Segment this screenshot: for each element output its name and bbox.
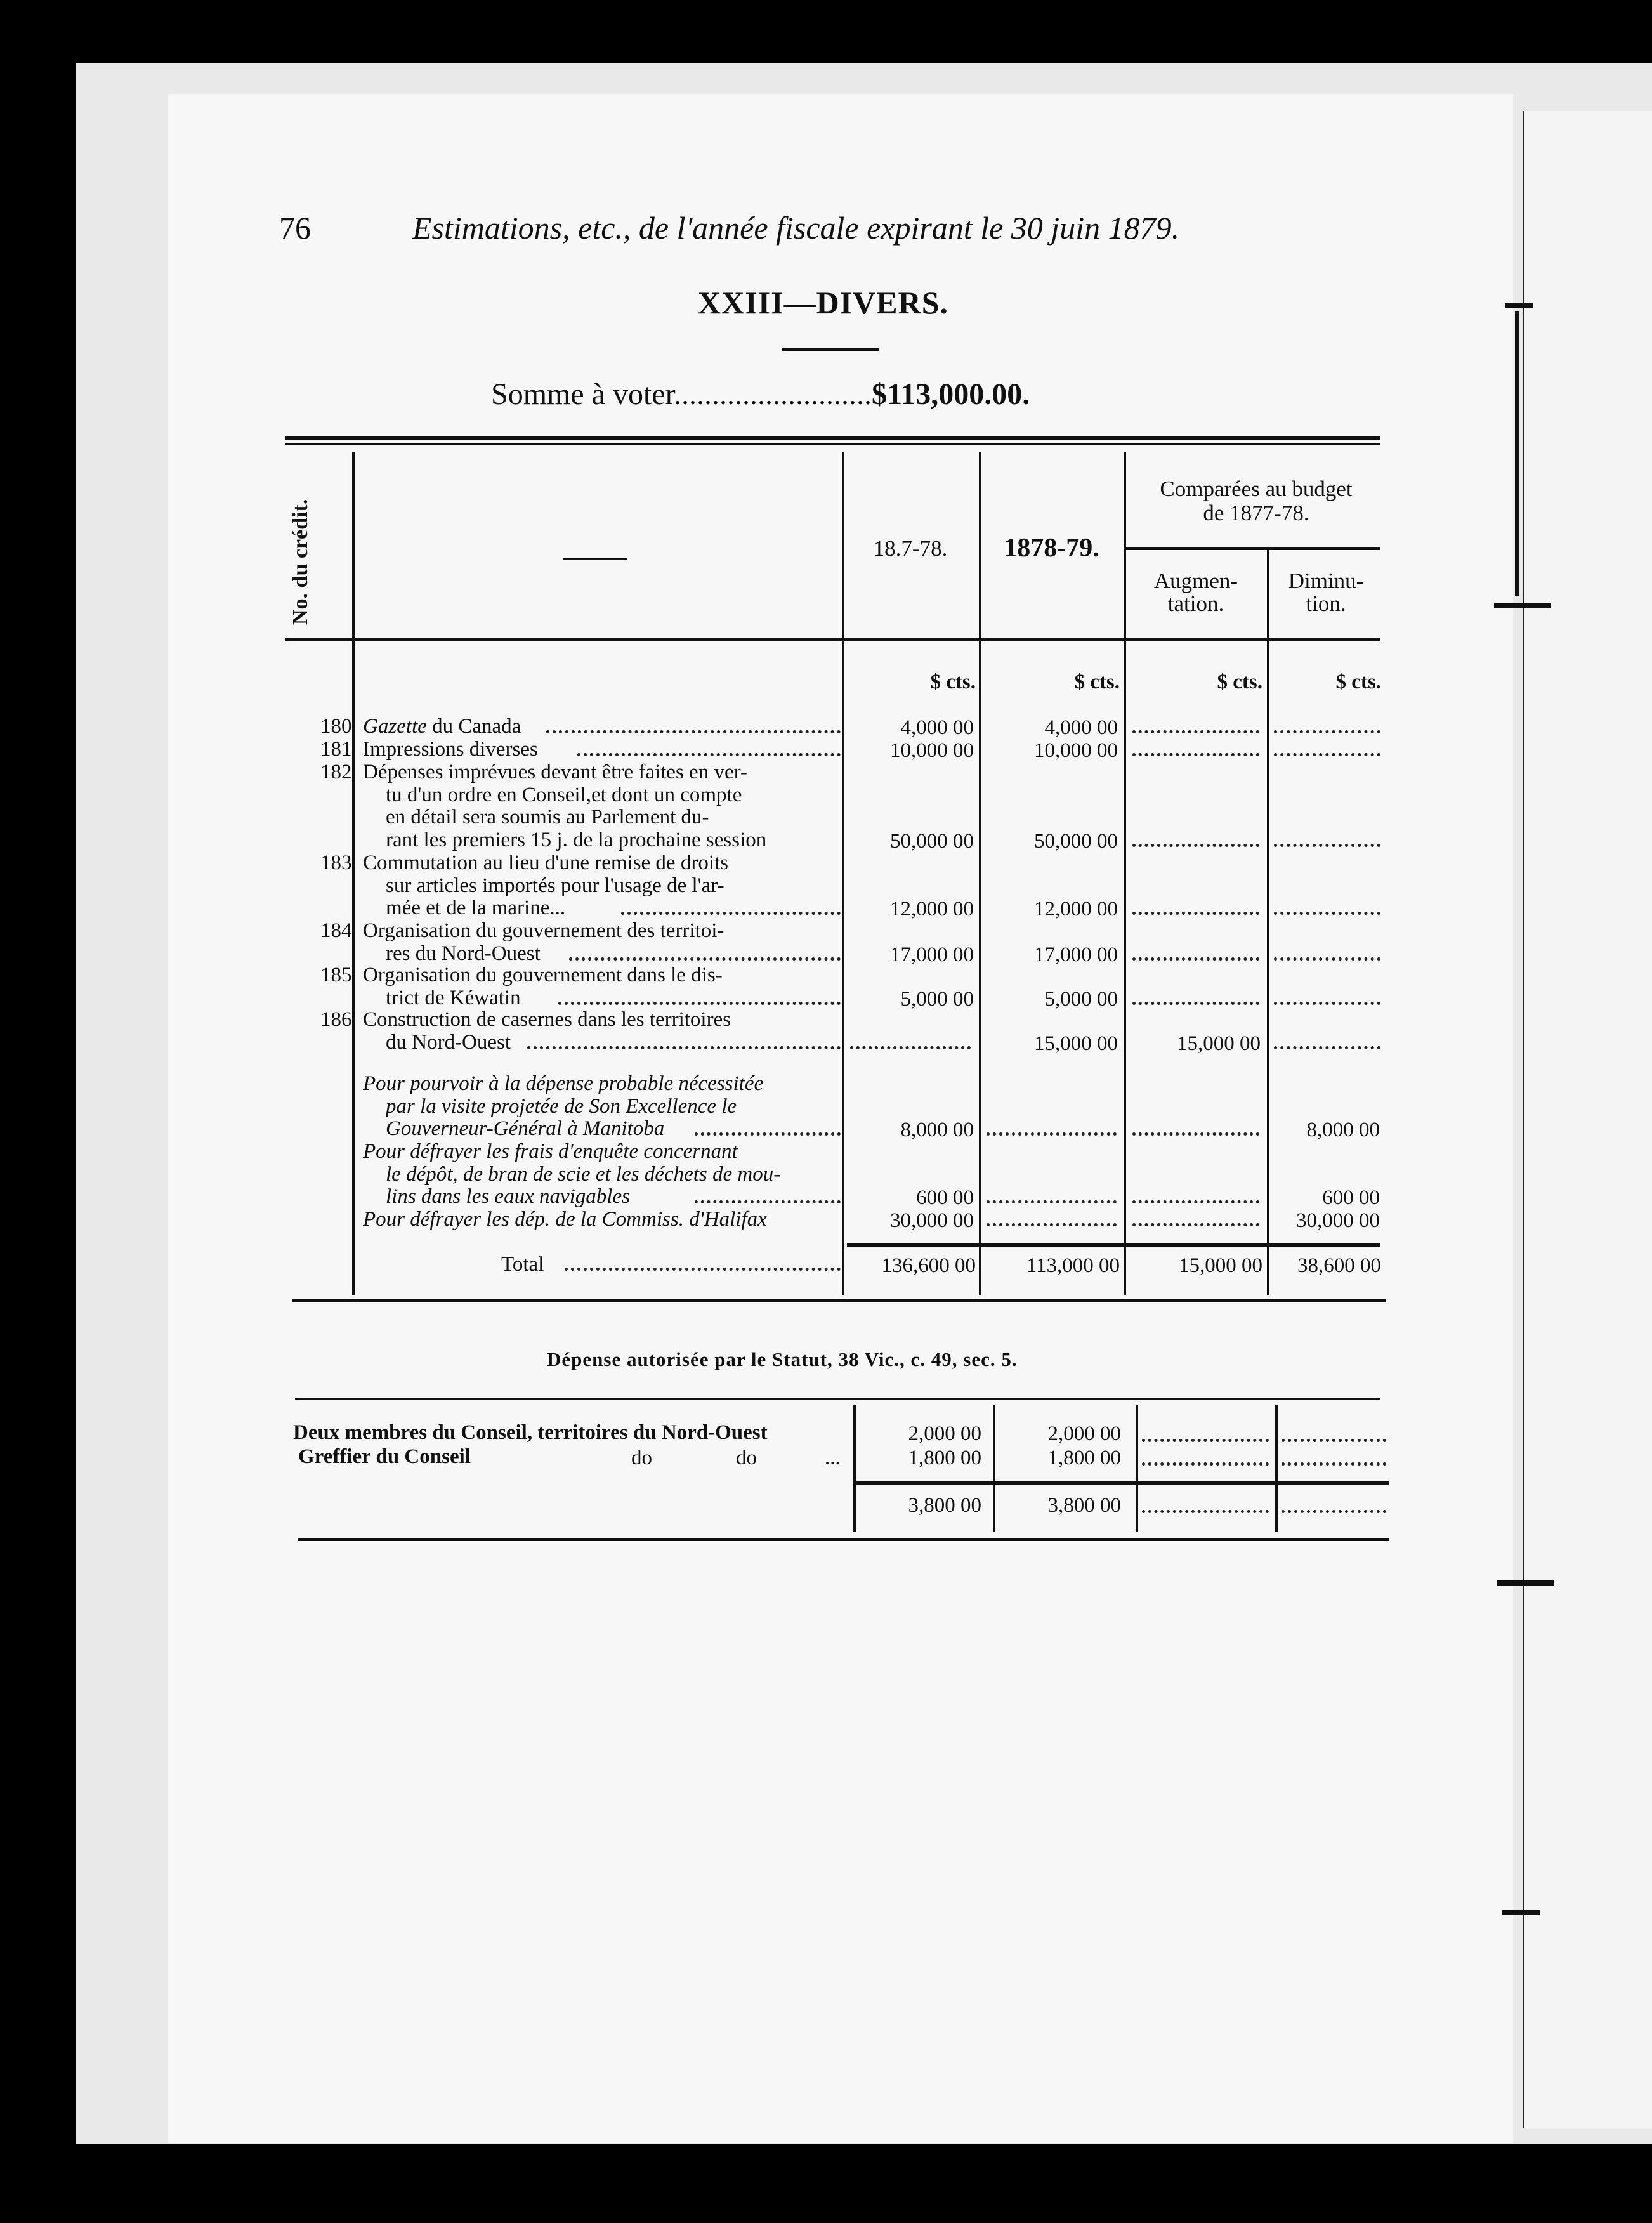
credit-description-line: Pour pourvoir à la dépense probable nécessitée xyxy=(363,1072,764,1095)
total-1878: 113,000 00 xyxy=(1026,1254,1120,1277)
statut-row-2-do: do xyxy=(631,1446,652,1469)
amount-cell: 17,000 00 xyxy=(890,943,974,966)
leader-dots xyxy=(695,1200,841,1203)
statut-row-2-v2: 1,800 00 xyxy=(1047,1446,1121,1469)
scan-mark xyxy=(1515,311,1519,596)
credit-number: 182 xyxy=(320,761,352,784)
credit-description-line: le dépôt, de bran de scie et les déchets de mou- xyxy=(386,1162,781,1186)
amount-cell: 4,000 00 xyxy=(1044,716,1118,739)
amount-cell: 15,000 00 xyxy=(1034,1032,1118,1055)
amount-cell: 600 00 xyxy=(1322,1186,1380,1209)
amount-cell: 15,000 00 xyxy=(1177,1032,1261,1055)
leader-dots xyxy=(1132,1200,1259,1203)
leader-dots xyxy=(850,1046,971,1049)
statut-total-v1: 3,800 00 xyxy=(908,1494,981,1517)
vote-line xyxy=(491,377,1030,412)
credit-description-line: Impressions diverses xyxy=(363,738,538,761)
amount-cell: 50,000 00 xyxy=(1034,829,1118,853)
credit-description-line: Organisation du gouvernement des territoi- xyxy=(363,919,724,942)
header-bottom-rule xyxy=(285,638,1380,641)
scan-mark xyxy=(1502,1910,1540,1915)
scan-mark xyxy=(1505,303,1533,308)
table-top-rule xyxy=(285,436,1380,440)
leader-dots xyxy=(569,957,841,961)
amount-cell: 8,000 00 xyxy=(1306,1118,1380,1141)
credit-description-line: en détail sera soumis au Parlement du- xyxy=(386,806,709,829)
amount-cell: 8,000 00 xyxy=(900,1118,974,1141)
statut-col-divider xyxy=(993,1405,995,1532)
table-top-rule-thin xyxy=(285,443,1380,445)
credit-description-line: trict de Kéwatin xyxy=(386,986,521,1009)
italic-word: Gazette xyxy=(363,715,427,738)
amount-cell: 10,000 00 xyxy=(1034,739,1118,762)
statut-row-2-v1: 1,800 00 xyxy=(908,1446,981,1469)
col-header-compare: Comparées au budget de 1877-78. xyxy=(1160,476,1353,525)
leader-dots xyxy=(1132,730,1259,733)
statut-total-v2: 3,800 00 xyxy=(1047,1494,1121,1517)
compare-sub-rule xyxy=(1126,547,1380,550)
amount-cell: 10,000 00 xyxy=(890,739,974,762)
total-augmentation: 15,000 00 xyxy=(1179,1254,1262,1277)
scan-mark xyxy=(1497,1580,1554,1586)
col-header-augmentation: Augmen- tation. xyxy=(1153,568,1238,616)
leader-dots xyxy=(1274,753,1380,756)
credit-number: 185 xyxy=(320,964,352,987)
credit-number: 180 xyxy=(320,715,352,738)
leader-dots xyxy=(1132,1223,1259,1226)
leader-dots xyxy=(1132,1132,1259,1136)
credit-description-line: par la visite projetée de Son Excellence le xyxy=(386,1094,737,1118)
statut-title: Dépense autorisée par le Statut, 38 Vic., c. 49, sec. 5. xyxy=(547,1348,1018,1370)
credit-description-line: lins dans les eaux navigables xyxy=(386,1185,630,1208)
leader-dots xyxy=(1132,753,1259,756)
leader-dots xyxy=(1274,1046,1380,1049)
statut-row-1-v1: 2,000 00 xyxy=(908,1422,981,1445)
leader-dots xyxy=(527,1046,841,1049)
leader-dots xyxy=(546,730,841,733)
statut-row-1-v2: 2,000 00 xyxy=(1047,1422,1121,1445)
statut-bottom-rule xyxy=(298,1538,1389,1541)
leader-dots xyxy=(1274,957,1380,961)
statut-row-2-do: do xyxy=(736,1446,757,1469)
amount-cell: 12,000 00 xyxy=(890,898,974,921)
leader-dots xyxy=(621,912,841,915)
adjacent-page-edge xyxy=(1523,111,1652,2128)
statut-col-divider xyxy=(853,1405,856,1532)
col-divider xyxy=(352,452,355,1295)
col-header-credit: No. du crédit. xyxy=(289,499,312,625)
leader-dots xyxy=(1132,957,1259,961)
desc-dash xyxy=(563,558,627,560)
leader-dots xyxy=(1274,844,1380,847)
credit-description-line: Construction de casernes dans les territoires xyxy=(363,1008,731,1031)
leader-dots xyxy=(577,753,841,756)
col-header-1878: 1878-79. xyxy=(1004,534,1099,563)
amount-cell: 30,000 00 xyxy=(890,1209,974,1232)
vote-amount: $113,000.00. xyxy=(871,377,1030,411)
vote-label: Somme à voter.......................... xyxy=(491,377,872,411)
scan-mark xyxy=(1494,603,1551,608)
leader-dots xyxy=(1142,1462,1269,1466)
leader-dots xyxy=(1132,1002,1259,1005)
statut-top-rule xyxy=(295,1398,1380,1400)
credit-description-line: res du Nord-Ouest xyxy=(386,941,541,965)
credit-description-line: sur articles importés pour l'usage de l'ar- xyxy=(386,874,724,897)
credit-description-line: Pour défrayer les frais d'enquête concernant xyxy=(363,1140,738,1163)
amount-cell: 12,000 00 xyxy=(1034,898,1118,921)
leader-dots xyxy=(1142,1510,1269,1513)
credit-description-line: Dépenses imprévues devant être faites en ver- xyxy=(363,761,747,784)
credit-description-line: tu d'un ordre en Conseil,et dont un compte xyxy=(386,783,742,806)
statut-col-divider xyxy=(1136,1405,1138,1532)
credit-description-line: Pour défrayer les dép. de la Commiss. d'Halifax xyxy=(363,1208,767,1231)
credit-description-line: mée et de la marine... xyxy=(386,896,566,919)
units-col2: $ cts. xyxy=(1074,671,1120,693)
statut-col-divider xyxy=(1275,1405,1278,1532)
leader-dots xyxy=(987,1132,1117,1136)
leader-dots xyxy=(1274,912,1380,915)
credit-number: 183 xyxy=(320,851,352,874)
units-col4: $ cts. xyxy=(1335,671,1381,693)
col-divider xyxy=(979,452,981,1295)
leader-dots xyxy=(1132,912,1259,915)
amount-cell: 5,000 00 xyxy=(900,987,974,1011)
amount-cell: 5,000 00 xyxy=(1044,987,1118,1011)
total-diminution: 38,600 00 xyxy=(1297,1254,1381,1277)
leader-dots xyxy=(987,1200,1117,1203)
amount-cell: 17,000 00 xyxy=(1034,943,1118,966)
col-header-diminution: Diminu- tion. xyxy=(1288,568,1364,616)
amount-cell: 600 00 xyxy=(916,1186,974,1209)
col-divider xyxy=(1267,550,1269,1295)
page-number: 76 xyxy=(279,210,311,246)
credit-description-line: du Nord-Ouest xyxy=(386,1030,511,1054)
units-col3: $ cts. xyxy=(1217,671,1262,693)
credit-number: 186 xyxy=(320,1008,352,1031)
leader-dots xyxy=(1282,1510,1386,1513)
leader-dots xyxy=(1282,1439,1386,1442)
credit-description-line: Gouverneur-Général à Manitoba xyxy=(386,1117,665,1140)
total-label: Total xyxy=(501,1253,544,1276)
amount-cell: 4,000 00 xyxy=(900,716,974,739)
leader-dots xyxy=(695,1132,841,1136)
total-1877: 136,600 00 xyxy=(881,1254,976,1277)
table-bottom-rule xyxy=(292,1299,1386,1302)
statut-row-2-tail: ... xyxy=(825,1446,841,1469)
statut-row-1-label: Deux membres du Conseil, territoires du Nord-Ouest xyxy=(293,1421,768,1444)
credit-description-line: Organisation du gouvernement dans le dis- xyxy=(363,964,723,987)
credit-description-line: Commutation au lieu d'une remise de droits xyxy=(363,851,729,874)
leader-dots xyxy=(1274,1002,1380,1005)
credit-description-line: Gazette du Canada xyxy=(363,715,521,738)
col-divider xyxy=(842,452,844,1295)
leader-dots xyxy=(1142,1439,1269,1442)
statut-row-2-label: Greffier du Conseil xyxy=(298,1445,471,1468)
leader-dots xyxy=(1274,730,1380,733)
credit-number: 181 xyxy=(320,738,352,761)
col-header-1877: 18.7-78. xyxy=(873,536,948,561)
leader-dots xyxy=(565,1268,841,1271)
statut-total-rule xyxy=(853,1481,1389,1485)
title-rule xyxy=(782,348,879,351)
leader-dots xyxy=(987,1223,1117,1226)
section-title: XXIII—DIVERS. xyxy=(698,285,949,320)
col-divider xyxy=(1124,452,1126,1295)
units-col1: $ cts. xyxy=(930,671,976,693)
credit-number: 184 xyxy=(320,919,352,942)
total-rule xyxy=(847,1243,1380,1247)
running-title: Estimations, etc., de l'année fiscale expirant le 30 juin 1879. xyxy=(412,210,1180,246)
credit-description-line: rant les premiers 15 j. de la prochaine session xyxy=(386,828,767,851)
amount-cell: 30,000 00 xyxy=(1296,1209,1380,1232)
leader-dots xyxy=(1282,1462,1386,1466)
leader-dots xyxy=(1132,844,1259,847)
amount-cell: 50,000 00 xyxy=(890,829,974,853)
leader-dots xyxy=(558,1002,841,1005)
